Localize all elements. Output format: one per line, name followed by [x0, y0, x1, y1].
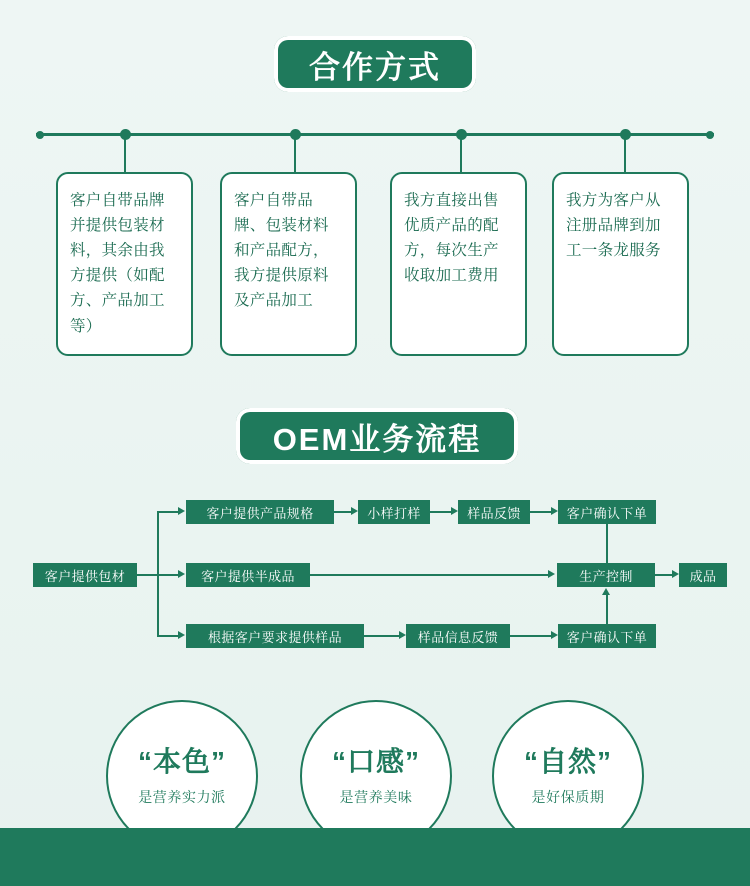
feature-circle-title: “口感” — [331, 746, 420, 778]
flow-line — [606, 595, 608, 624]
flow-arrow — [178, 631, 185, 639]
section-title-oem-flow: OEM业务流程 — [236, 408, 518, 464]
flow-node-finished-product: 成品 — [679, 563, 727, 587]
feature-circle-title: “自然” — [523, 746, 612, 778]
flow-arrow — [451, 507, 458, 515]
feature-circle-subtitle: 是营养美味 — [339, 788, 413, 805]
oem-flow-diagram — [0, 480, 750, 670]
flow-node: 客户提供产品规格 — [186, 500, 334, 524]
flow-arrow — [551, 631, 558, 639]
flow-line — [364, 635, 402, 637]
flow-node: 客户提供半成品 — [186, 563, 310, 587]
flow-node: 根据客户要求提供样品 — [186, 624, 364, 648]
flow-node: 客户确认下单 — [558, 500, 656, 524]
flow-arrow — [551, 507, 558, 515]
flow-arrow — [602, 588, 610, 595]
section-title-cooperation: 合作方式 — [274, 36, 476, 92]
flow-line — [606, 524, 608, 564]
footer-band — [0, 828, 750, 886]
timeline — [36, 131, 714, 137]
flow-arrow — [548, 570, 555, 578]
flow-line — [310, 574, 550, 576]
timeline-bar — [36, 133, 714, 136]
cooperation-card: 客户自带品牌、包装材料和产品配方，我方提供原料及产品加工 — [220, 172, 357, 356]
flow-arrow — [399, 631, 406, 639]
flow-node-start: 客户提供包材 — [33, 563, 137, 587]
feature-circle-title: “本色” — [137, 746, 226, 778]
cooperation-card: 客户自带品牌并提供包装材料，其余由我方提供（如配方、产品加工等） — [56, 172, 193, 356]
timeline-stem-2 — [294, 137, 296, 172]
flow-node: 样品反馈 — [458, 500, 530, 524]
flow-arrow — [351, 507, 358, 515]
timeline-stem-1 — [124, 137, 126, 172]
timeline-stem-4 — [624, 137, 626, 172]
cooperation-card: 我方为客户从注册品牌到加工一条龙服务 — [552, 172, 689, 356]
flow-arrow — [178, 570, 185, 578]
flow-node: 样品信息反馈 — [406, 624, 510, 648]
flow-node: 客户确认下单 — [558, 624, 656, 648]
feature-circle-subtitle: 是好保质期 — [531, 788, 605, 805]
cooperation-card: 我方直接出售优质产品的配方，每次生产收取加工费用 — [390, 172, 527, 356]
flow-line — [137, 574, 159, 576]
feature-circle-subtitle: 是营养实力派 — [138, 788, 226, 805]
flow-arrow — [178, 507, 185, 515]
flow-arrow — [672, 570, 679, 578]
timeline-stem-3 — [460, 137, 462, 172]
timeline-cap-left — [36, 131, 44, 139]
flow-line — [510, 635, 554, 637]
flow-node: 小样打样 — [358, 500, 430, 524]
timeline-cap-right — [706, 131, 714, 139]
flow-node-production-control: 生产控制 — [557, 563, 655, 587]
